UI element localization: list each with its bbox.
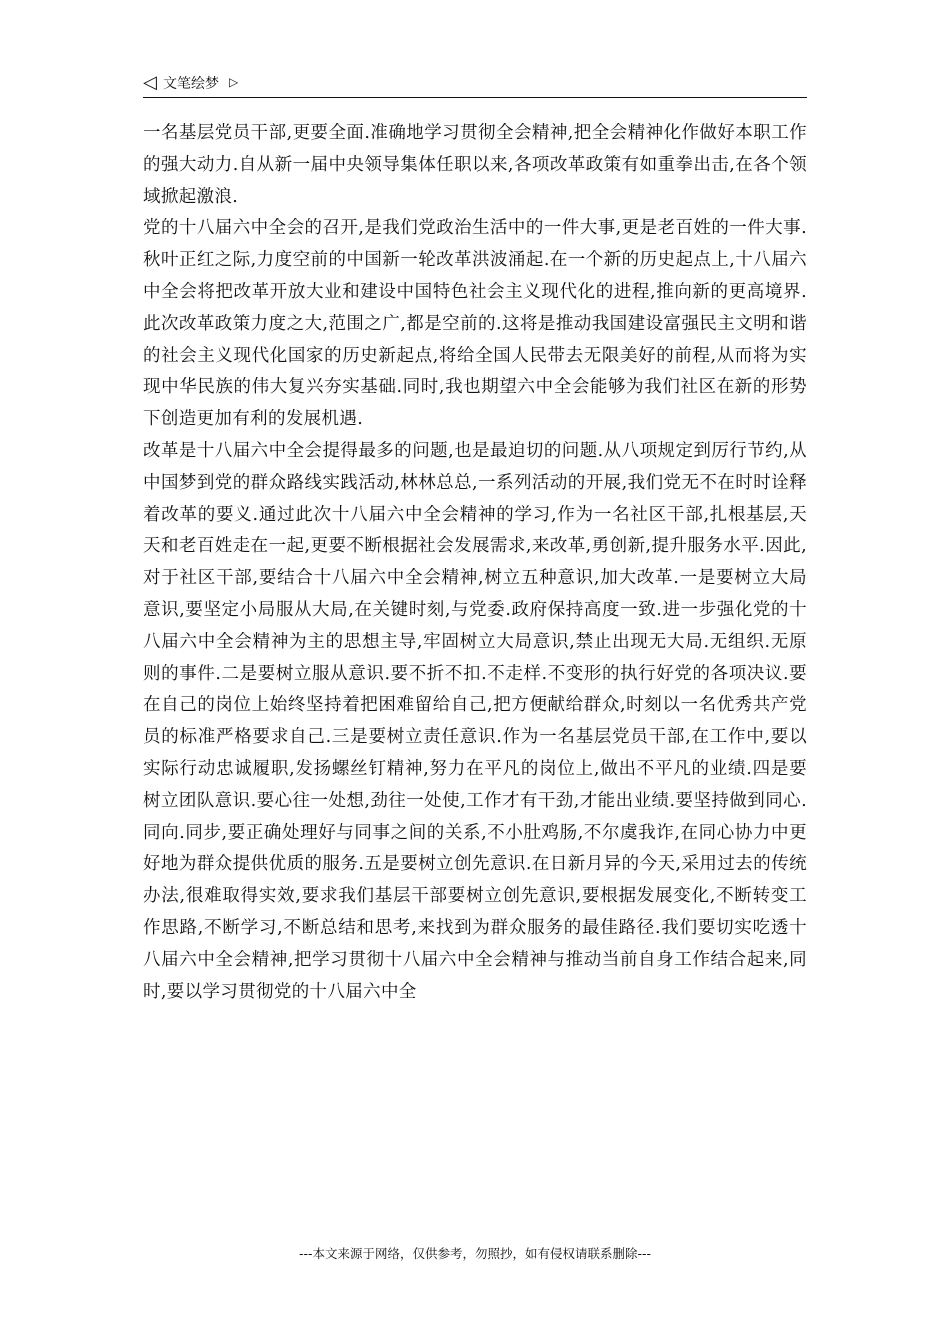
header-divider [143, 97, 807, 98]
paragraph-1: 一名基层党员干部,更要全面.准确地学习贯彻全会精神,把全会精神化作做好本职工作的强大动力.自从新一届中央领导集体任职以来,各项改革政策有如重拳出击,在各个领域掀起激浪. [143, 123, 807, 207]
left-triangle-icon: ◁ [143, 72, 157, 93]
right-triangle-icon: ▷ [229, 75, 239, 89]
footer-disclaimer: ---本文来源于网络，仅供参考，勿照抄，如有侵权请联系删除--- [298, 1246, 652, 1261]
page-header [143, 72, 807, 98]
paragraph-2: 党的十八届六中全会的召开,是我们党政治生活中的一件大事,更是老百姓的一件大事.秋叶正红之际,力度空前的中国新一轮改革洪波涌起.在一个新的历史起点上,十八届六中全会将把改革开放大业和建设中国特色社会主义现代化的进程,推向新的更高境界.此次改革政策力度之大,范围之广,都是空前的.这将是推动我国建设富强民主文明和谐的社会主义现代化国家的历史新起点,将给全国人民带去无限美好的前程,从而将为实现中华民族的伟大复兴夯实基础.同时,我也期望六中全会能够为我们社区在新的形势下创造更加有利的发展机遇. [143, 218, 807, 430]
paragraph-3: 改革是十八届六中全会提得最多的问题,也是最迫切的问题.从八项规定到厉行节约,从中国梦到党的群众路线实践活动,林林总总,一系列活动的开展,我们党无不在时时诠释着改革的要义.通过此次十八届六中全会精神的学习,作为一名社区干部,扎根基层,天天和老百姓走在一起,更要不断根据社会发展需求,来改革,勇创新,提升服务水平.因此,对于社区干部,要结合十八届六中全会精神,树立五种意识,加大改革.一是要树立大局意识,要坚定小局服从大局,在关键时刻,与党委.政府保持高度一致.进一步强化党的十八届六中全会精神为主的思想主导,牢固树立大局意识,禁止出现无大局.无组织.无原则的事件.二是要树立服从意识.要不折不扣.不走样.不变形的执行好党的各项决议.要在自己的岗位上始终坚持着把困难留给自己,把方便献给群众,时刻以一名优秀共产党员的标准严格要求自己.三是要树立责任意识.作为一名基层党员干部,在工作中,要以实际行动忠诚履职,发扬螺丝钉精神,努力在平凡的岗位上,做出不平凡的业绩.四是要树立团队意识.要心往一处想,劲往一处使,工作才有干劲,才能出业绩.要坚持做到同心.同向.同步,要正确处理好与同事之间的关系,不小肚鸡肠,不尔虞我诈,在同心协力中更好地为群众提供优质的服务.五是要树立创先意识.在日新月异的今天,采用过去的传统办法,很难取得实效,要求我们基层干部要树立创先意识,要根据发展变化,不断转变工作思路,不断学习,不断总结和思考,来找到为群众服务的最佳路径.我们要切实吃透十八届六中全会精神,把学习贯彻十八届六中全会精神与推动当前自身工作结合起来,同时,要以学习贯彻党的十八届六中全 [143, 440, 807, 1002]
header-brand: 文笔绘梦 [163, 76, 219, 92]
document-body [143, 118, 807, 1008]
